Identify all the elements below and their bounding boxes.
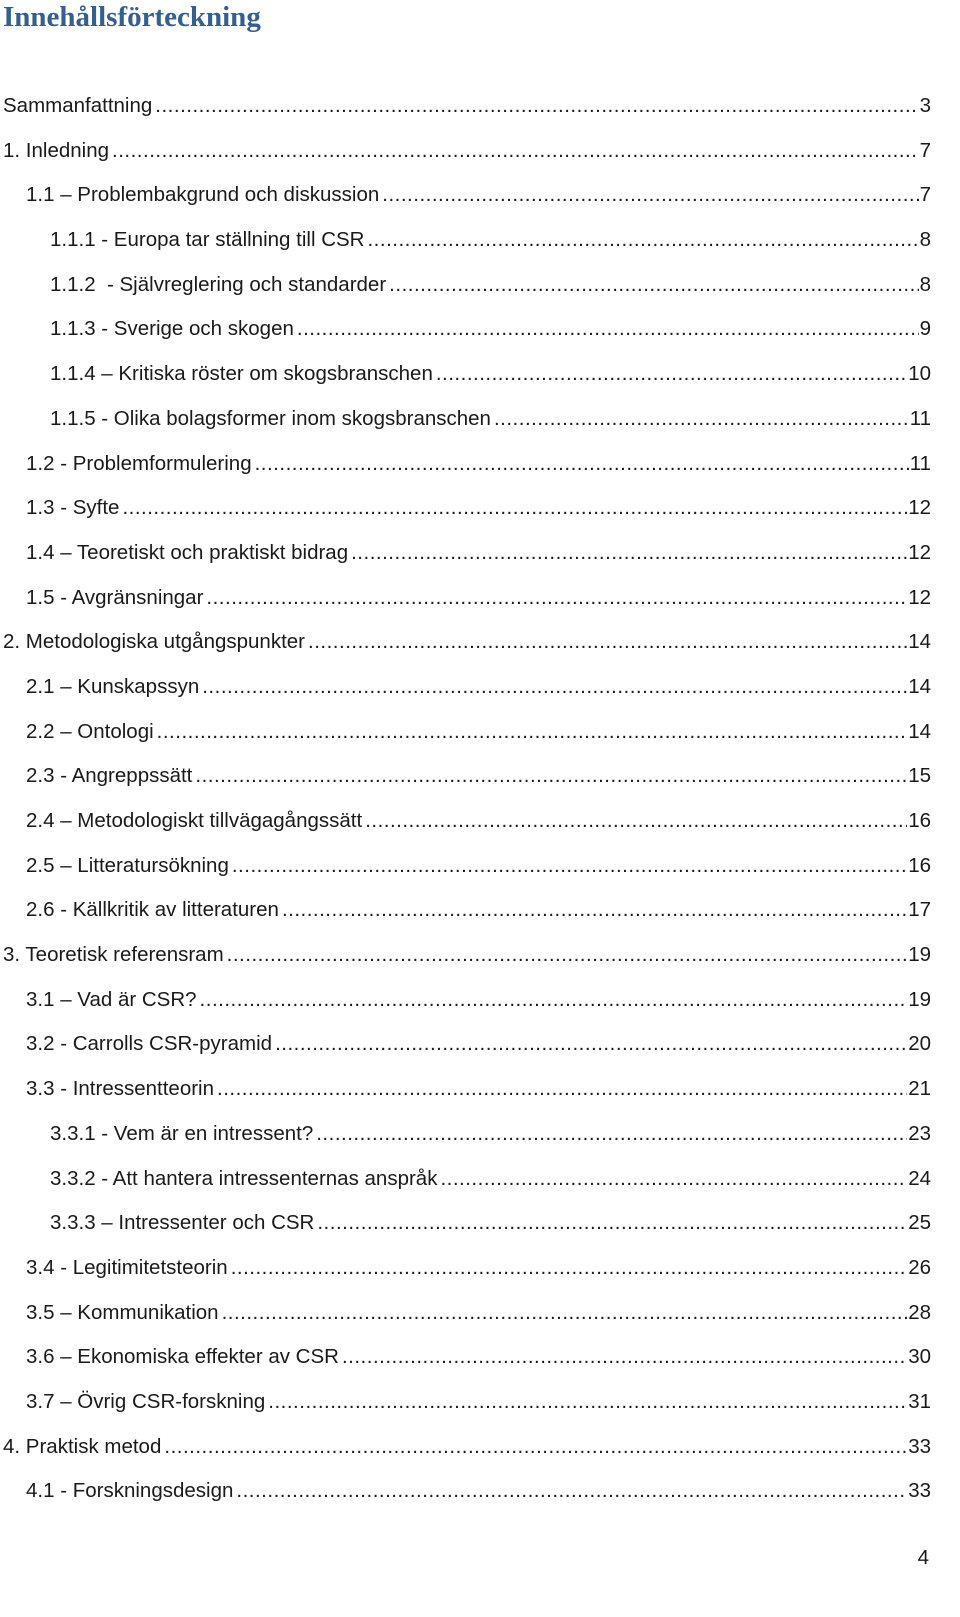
toc-entry-page: 23 (908, 1121, 931, 1145)
toc-entry-page: 26 (908, 1255, 931, 1279)
toc-entry-page: 9 (919, 317, 931, 341)
toc-entry-page: 25 (908, 1211, 931, 1235)
toc-entry-title: 1.1.1 - Europa tar ställning till CSR (50, 228, 365, 252)
toc-entry-page: 33 (908, 1434, 931, 1458)
toc-entry-title: 2.1 – Kunskapssyn (26, 674, 200, 698)
toc-leader-dots (365, 799, 907, 844)
toc-entry-title: 1.1.4 – Kritiska röster om skogsbranschen (50, 362, 433, 386)
toc-leader-dots (232, 844, 907, 889)
toc-entry-title: 3.1 – Vad är CSR? (26, 987, 197, 1011)
toc-entry-title: 1.2 - Problemformulering (26, 451, 252, 475)
toc-entry[interactable] (0, 1335, 931, 1380)
toc-entry-title: 3.3.3 – Intressenter och CSR (50, 1211, 315, 1235)
toc-leader-dots (222, 1291, 908, 1336)
toc-entry-title: 2. Metodologiska utgångspunkter (3, 630, 306, 654)
toc-entry-page: 20 (908, 1032, 931, 1056)
toc-entry[interactable] (0, 173, 931, 218)
toc-entry-page: 14 (908, 719, 931, 743)
toc-entry[interactable] (0, 486, 931, 531)
page-number: 4 (917, 1546, 929, 1569)
toc-entry-page: 12 (908, 496, 931, 520)
toc-entry[interactable] (0, 888, 931, 933)
toc-entry-page: 15 (908, 764, 931, 788)
toc-entry[interactable] (0, 218, 931, 263)
toc-leader-dots (436, 352, 907, 397)
toc-leader-dots (317, 1201, 907, 1246)
toc-leader-dots (367, 218, 918, 263)
toc-leader-dots (202, 665, 907, 710)
toc-entry[interactable] (0, 620, 931, 665)
toc-entry-page: 19 (908, 943, 931, 967)
toc-leader-dots (440, 1157, 907, 1202)
toc-entry[interactable] (0, 978, 931, 1023)
toc-leader-dots (164, 1425, 907, 1470)
toc-entry-title: 1.1.2 - Självreglering och standarder (50, 272, 387, 296)
toc-entry-page: 28 (908, 1300, 931, 1324)
toc-leader-dots (255, 442, 909, 487)
toc-entry[interactable] (0, 263, 931, 308)
toc-entry-page: 21 (908, 1077, 931, 1101)
toc-entry-title: 2.5 – Litteratursökning (26, 853, 229, 877)
toc-entry-page: 19 (908, 987, 931, 1011)
toc-leader-dots (195, 754, 907, 799)
toc-leader-dots (231, 1246, 908, 1291)
toc-entry-page: 33 (908, 1479, 931, 1503)
toc-leader-dots (200, 978, 908, 1023)
toc-leader-dots (157, 710, 908, 755)
toc-entry[interactable] (0, 754, 931, 799)
toc-leader-dots (206, 576, 907, 621)
toc-entry[interactable] (0, 1469, 931, 1514)
toc-entry-title: 4. Praktisk metod (3, 1434, 162, 1458)
toc-leader-dots (297, 307, 919, 352)
toc-entry[interactable] (0, 576, 931, 621)
toc-entry-title: 1.3 - Syfte (26, 496, 120, 520)
toc-leader-dots (217, 1067, 907, 1112)
toc-entry[interactable] (0, 129, 931, 174)
toc-leader-dots (389, 263, 918, 308)
toc-entry-title: 1.5 - Avgränsningar (26, 585, 204, 609)
toc-entry-title: 3. Teoretisk referensram (3, 943, 224, 967)
toc-leader-dots (316, 1112, 907, 1157)
toc-leader-dots (282, 888, 907, 933)
toc-entry-title: 3.5 – Kommunikation (26, 1300, 219, 1324)
toc-entry[interactable] (0, 1022, 931, 1067)
toc-entry-title: 2.6 - Källkritik av litteraturen (26, 898, 279, 922)
toc-leader-dots (351, 531, 907, 576)
toc-entry[interactable] (0, 710, 931, 755)
toc-entry[interactable] (0, 1246, 931, 1291)
toc-entry-title: 1.4 – Teoretiskt och praktiskt bidrag (26, 540, 349, 564)
toc-entry[interactable] (0, 1157, 931, 1202)
toc-leader-dots (236, 1469, 907, 1514)
toc-entry-title: Sammanfattning (3, 94, 153, 117)
toc-leader-dots (342, 1335, 907, 1380)
toc-entry[interactable] (0, 1201, 931, 1246)
toc-entry-title: 3.4 - Legitimitetsteorin (26, 1255, 228, 1279)
toc-entry-page: 8 (919, 272, 931, 296)
toc-entry-page: 16 (908, 853, 931, 877)
toc-leader-dots (112, 129, 919, 174)
toc-entry-title: 2.3 - Angreppssätt (26, 764, 193, 788)
toc-entry-title: 3.6 – Ekonomiska effekter av CSR (26, 1345, 339, 1369)
toc-entry-page: 10 (908, 362, 931, 386)
toc-entry-title: 1.1.5 - Olika bolagsformer inom skogsbranschen (50, 406, 491, 430)
toc-entry-page: 11 (909, 406, 931, 430)
toc-entry-title: 1.1 – Problembakgrund och diskussion (26, 183, 380, 207)
toc-entry[interactable] (0, 1291, 931, 1336)
toc-entry-page: 7 (919, 138, 931, 162)
toc-entry-title: 2.4 – Metodologiskt tillvägagångssätt (26, 809, 363, 832)
toc-entry-title: 3.7 – Övrig CSR-forskning (26, 1389, 266, 1413)
toc-leader-dots (268, 1380, 907, 1425)
toc-leader-dots (494, 397, 909, 442)
toc-leader-dots (227, 933, 908, 978)
toc-entry[interactable] (0, 352, 931, 397)
toc-entry[interactable] (0, 442, 931, 487)
toc-entry-page: 8 (919, 228, 931, 252)
toc-entry[interactable] (0, 1112, 931, 1157)
toc-leader-dots (308, 620, 907, 665)
toc-leader-dots (122, 486, 907, 531)
toc-entry-page: 31 (908, 1389, 931, 1413)
toc-entry-title: 1. Inledning (3, 138, 110, 162)
toc-entry[interactable] (0, 799, 931, 844)
toc-entry-page: 17 (908, 898, 931, 922)
page-title: Innehållsförteckning (3, 1, 261, 33)
toc-entry-page: 16 (908, 809, 931, 832)
toc-entry-title: 1.1.3 - Sverige och skogen (50, 317, 294, 341)
toc-entry-page: 30 (908, 1345, 931, 1369)
toc-entry[interactable] (0, 397, 931, 442)
table-of-contents (0, 84, 931, 1514)
toc-entry[interactable] (0, 933, 931, 978)
toc-entry-title: 2.2 – Ontologi (26, 719, 154, 743)
toc-entry[interactable] (0, 84, 931, 129)
toc-entry-page: 11 (909, 451, 931, 475)
toc-entry-page: 12 (908, 585, 931, 609)
toc-entry[interactable] (0, 1380, 931, 1425)
toc-entry-title: 4.1 - Forskningsdesign (26, 1479, 234, 1503)
toc-leader-dots (382, 173, 918, 218)
toc-entry[interactable] (0, 1067, 931, 1112)
toc-entry-title: 3.3.1 - Vem är en intressent? (50, 1121, 314, 1145)
toc-entry-title: 3.3 - Intressentteorin (26, 1077, 215, 1101)
toc-entry-page: 14 (908, 630, 931, 654)
toc-entry-page: 12 (908, 540, 931, 564)
toc-entry-page: 7 (919, 183, 931, 207)
toc-entry-page: 24 (908, 1166, 931, 1190)
toc-leader-dots (275, 1022, 907, 1067)
toc-entry-title: 3.2 - Carrolls CSR-pyramid (26, 1032, 273, 1056)
toc-entry[interactable] (0, 844, 931, 889)
toc-entry[interactable] (0, 307, 931, 352)
toc-entry-page: 3 (919, 94, 931, 117)
toc-entry-page: 14 (908, 674, 931, 698)
toc-entry[interactable] (0, 531, 931, 576)
toc-leader-dots (155, 84, 918, 129)
toc-entry[interactable] (0, 665, 931, 710)
toc-entry-title: 3.3.2 - Att hantera intressenternas anspråk (50, 1166, 438, 1190)
toc-entry[interactable] (0, 1425, 931, 1470)
